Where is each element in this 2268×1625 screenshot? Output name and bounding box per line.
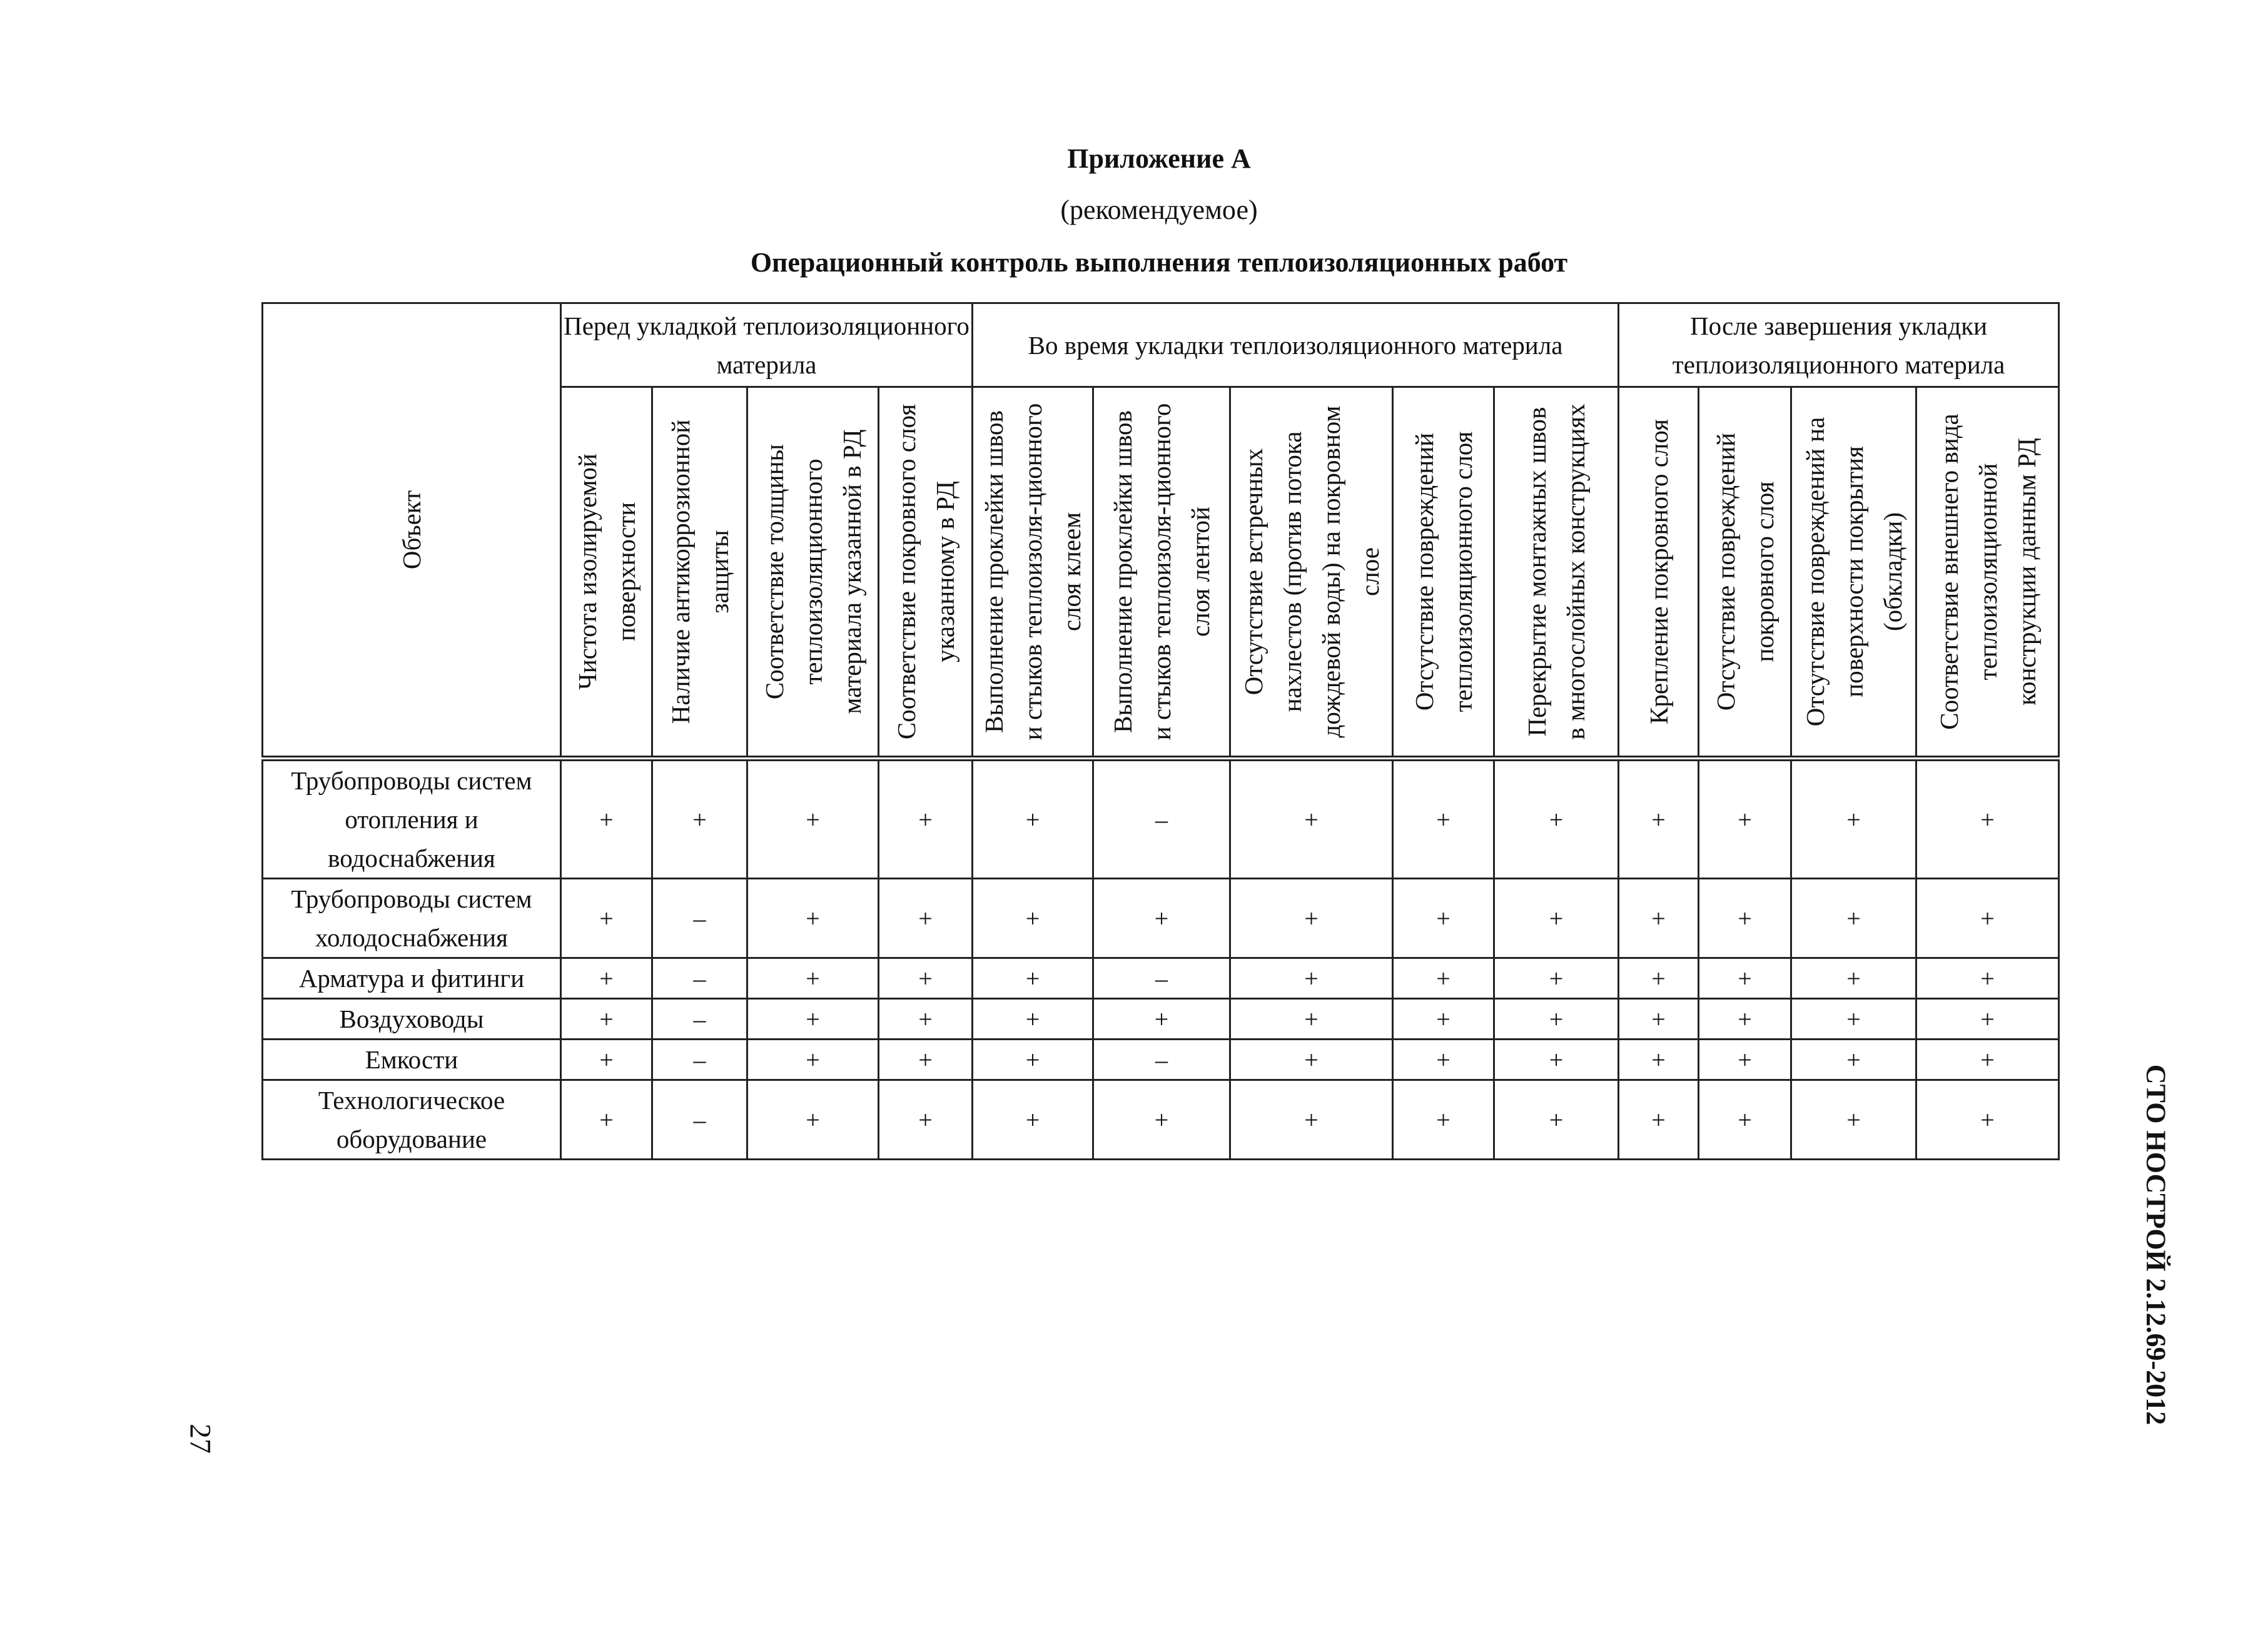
row-mark-cell: + xyxy=(1619,759,1699,879)
column-header xyxy=(1393,387,1494,759)
row-mark-cell: + xyxy=(747,1080,879,1160)
row-mark-cell: + xyxy=(1093,879,1230,958)
row-mark-cell: + xyxy=(1916,879,2059,958)
row-mark-cell: + xyxy=(561,879,652,958)
row-mark-cell: + xyxy=(561,999,652,1040)
column-header-label: Выполнение проклейки швов и стыков теплоизоля-ционного слоя лентой xyxy=(1108,403,1215,741)
row-mark-cell: + xyxy=(1699,1040,1791,1080)
appendix-title: Приложение А xyxy=(1067,143,1251,174)
row-mark-cell: – xyxy=(652,1080,747,1160)
column-header-label: Перекрытие монтажных швов в многослойных конструкциях xyxy=(1522,403,1591,740)
row-mark-cell: + xyxy=(1393,958,1494,999)
table-row xyxy=(263,1040,2059,1080)
row-mark-cell: + xyxy=(1791,879,1916,958)
row-mark-cell: + xyxy=(747,879,879,958)
column-header-label: Отсутствие повреждений теплоизоляционного слоя xyxy=(1409,431,1477,712)
column-header xyxy=(1916,387,2059,759)
row-mark-cell: + xyxy=(879,879,973,958)
row-mark-cell: + xyxy=(1916,999,2059,1040)
row-mark-cell: + xyxy=(1791,1080,1916,1160)
table-row xyxy=(263,759,2059,879)
row-mark-cell: – xyxy=(652,958,747,999)
row-mark-cell: + xyxy=(1916,759,2059,879)
row-mark-cell: + xyxy=(1619,958,1699,999)
row-mark-cell: + xyxy=(1393,879,1494,958)
column-header xyxy=(879,387,973,759)
column-header-label: Выполнение проклейки швов и стыков теплоизоля-ционного слоя клеем xyxy=(980,403,1086,741)
row-mark-cell: + xyxy=(973,879,1093,958)
column-header-label: Соответствие покровного слоя указанному в РД xyxy=(891,403,959,740)
group-header-after: После завершения укладки теплоизоляционного материла xyxy=(1619,303,2059,387)
row-mark-cell: + xyxy=(879,999,973,1040)
column-header xyxy=(1619,387,1699,759)
column-header-label: Соответствие толщины теплоизоляционного материала указанной в РД xyxy=(759,429,866,714)
row-mark-cell: + xyxy=(1093,999,1230,1040)
row-mark-cell: + xyxy=(1916,958,2059,999)
group-header-before: Перед укладкой теплоизоляционного материла xyxy=(561,303,973,387)
column-header xyxy=(747,387,879,759)
row-mark-cell: + xyxy=(1230,958,1393,999)
object-header-cell xyxy=(263,303,561,759)
row-mark-cell: + xyxy=(1230,1040,1393,1080)
column-header xyxy=(1093,387,1230,759)
row-mark-cell: – xyxy=(652,999,747,1040)
row-mark-cell: + xyxy=(561,1040,652,1080)
page-number xyxy=(175,1407,225,1470)
table-body xyxy=(263,759,2059,1160)
row-mark-cell: + xyxy=(1619,879,1699,958)
row-mark-cell: + xyxy=(1699,1080,1791,1160)
row-mark-cell: + xyxy=(1791,759,1916,879)
row-mark-cell: + xyxy=(1494,759,1619,879)
row-mark-cell: + xyxy=(1619,1080,1699,1160)
row-mark-cell: + xyxy=(1916,1080,2059,1160)
row-mark-cell: + xyxy=(879,958,973,999)
row-mark-cell: + xyxy=(747,759,879,879)
row-mark-cell: + xyxy=(561,759,652,879)
column-header xyxy=(1791,387,1916,759)
table-row xyxy=(263,999,2059,1040)
row-mark-cell: – xyxy=(1093,958,1230,999)
row-mark-cell: – xyxy=(652,1040,747,1080)
row-mark-cell: + xyxy=(1619,1040,1699,1080)
document-code xyxy=(2131,1038,2181,1451)
row-mark-cell: + xyxy=(1393,1040,1494,1080)
row-mark-cell: – xyxy=(652,879,747,958)
row-mark-cell: + xyxy=(973,1040,1093,1080)
column-header xyxy=(973,387,1093,759)
row-mark-cell: + xyxy=(973,1080,1093,1160)
row-mark-cell: + xyxy=(1791,999,1916,1040)
row-mark-cell: + xyxy=(1791,1040,1916,1080)
row-mark-cell: + xyxy=(973,958,1093,999)
row-mark-cell: + xyxy=(1699,759,1791,879)
row-mark-cell: + xyxy=(652,759,747,879)
row-object-name: Трубопроводы систем отопления и водоснабжения xyxy=(263,759,561,879)
table-row xyxy=(263,958,2059,999)
row-mark-cell: + xyxy=(973,759,1093,879)
column-header-label: Отсутствие повреждений покровного слоя xyxy=(1711,432,1779,711)
row-mark-cell: + xyxy=(1494,879,1619,958)
row-mark-cell: + xyxy=(1230,759,1393,879)
column-header-label: Чистота изолируемой поверхности xyxy=(572,453,640,690)
row-mark-cell: + xyxy=(879,1040,973,1080)
document-code-label: СТО НОСТРОЙ 2.12.69-2012 xyxy=(2140,1064,2172,1425)
row-mark-cell: + xyxy=(747,958,879,999)
row-object-name: Трубопроводы систем холодоснабжения xyxy=(263,879,561,958)
column-header xyxy=(1494,387,1619,759)
object-header-label: Объект xyxy=(397,490,426,570)
row-mark-cell: – xyxy=(1093,1040,1230,1080)
column-header xyxy=(1230,387,1393,759)
row-mark-cell: + xyxy=(1494,958,1619,999)
row-mark-cell: + xyxy=(1230,999,1393,1040)
row-mark-cell: + xyxy=(1699,999,1791,1040)
control-table xyxy=(261,302,2060,1160)
row-mark-cell: + xyxy=(1093,1080,1230,1160)
row-mark-cell: + xyxy=(1699,958,1791,999)
row-mark-cell: + xyxy=(561,958,652,999)
row-mark-cell: + xyxy=(747,999,879,1040)
row-mark-cell: + xyxy=(1494,1040,1619,1080)
column-header-label: Наличие антикоррозионной защиты xyxy=(666,419,734,724)
appendix-subtitle: (рекомендуемое) xyxy=(1060,195,1258,225)
table-row xyxy=(263,1080,2059,1160)
column-header-label: Отсутствие встречных нахлестов (против потока дождевой воды) на покровном слое xyxy=(1238,405,1384,738)
table-title: Операционный контроль выполнения теплоизоляционных работ xyxy=(750,247,1568,278)
table-row xyxy=(263,879,2059,958)
row-mark-cell: + xyxy=(1494,1080,1619,1160)
column-header xyxy=(652,387,747,759)
page-number-label: 27 xyxy=(183,1424,217,1454)
row-mark-cell: + xyxy=(1393,1080,1494,1160)
column-header xyxy=(1699,387,1791,759)
row-mark-cell: – xyxy=(1093,759,1230,879)
column-header-label: Крепление покровного слоя xyxy=(1644,419,1673,724)
row-mark-cell: + xyxy=(1230,1080,1393,1160)
row-mark-cell: + xyxy=(1494,999,1619,1040)
row-mark-cell: + xyxy=(973,999,1093,1040)
row-object-name: Емкости xyxy=(263,1040,561,1080)
row-mark-cell: + xyxy=(1916,1040,2059,1080)
row-object-name: Технологическое оборудование xyxy=(263,1080,561,1160)
row-mark-cell: + xyxy=(1791,958,1916,999)
row-mark-cell: + xyxy=(1699,879,1791,958)
column-header-label: Соответствие внешнего вида теплоизоляционной конструкции данным РД xyxy=(1934,413,2041,730)
row-mark-cell: + xyxy=(747,1040,879,1080)
row-mark-cell: + xyxy=(879,759,973,879)
row-object-name: Арматура и фитинги xyxy=(263,958,561,999)
group-header-during: Во время укладки теплоизоляционного материла xyxy=(973,303,1619,387)
column-header xyxy=(561,387,652,759)
row-object-name: Воздуховоды xyxy=(263,999,561,1040)
row-mark-cell: + xyxy=(1393,759,1494,879)
row-mark-cell: + xyxy=(1230,879,1393,958)
row-mark-cell: + xyxy=(1619,999,1699,1040)
row-mark-cell: + xyxy=(1393,999,1494,1040)
row-mark-cell: + xyxy=(561,1080,652,1160)
column-header-label: Отсутствие повреждений на поверхности покрытия (обкладки) xyxy=(1800,417,1907,727)
row-mark-cell: + xyxy=(879,1080,973,1160)
